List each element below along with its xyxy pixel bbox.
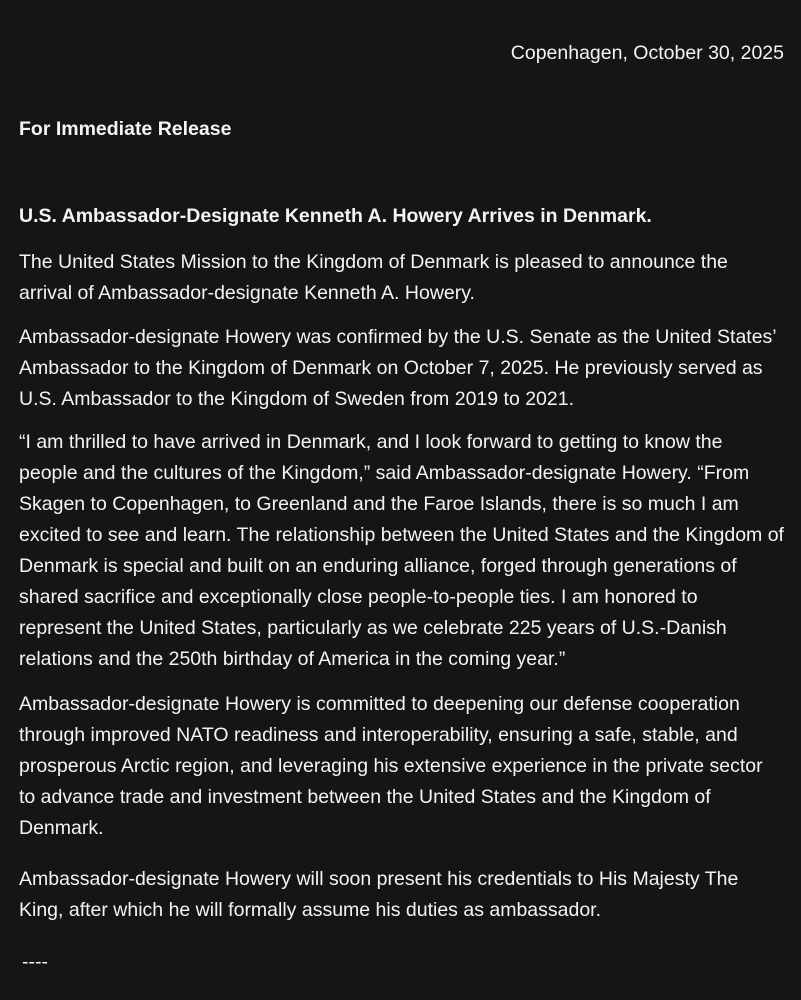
- paragraph-commitments: Ambassador-designate Howery is committed to deepening our defense cooperation through improved NATO readiness and interoperability, ensuring a safe, stable, and prosperous Arctic region, and leveraging his extensive experience in the private sector to advance trade and investment between the United States and the Kingdom of Denmark.: [19, 693, 763, 839]
- paragraph-credentials: Ambassador-designate Howery will soon present his credentials to His Majesty The King, after which he will formally assume his duties as ambassador.: [19, 868, 739, 921]
- paragraph-announcement: The United States Mission to the Kingdom of Denmark is pleased to announce the arrival of Ambassador-designate Kenneth A. Howery.: [19, 251, 728, 304]
- headline: U.S. Ambassador-Designate Kenneth A. Howery Arrives in Denmark.: [19, 205, 652, 227]
- separator: ----: [22, 951, 48, 973]
- release-label: For Immediate Release: [19, 118, 232, 140]
- paragraph-quote: “I am thrilled to have arrived in Denmark, and I look forward to getting to know the people and the cultures of the Kingdom,” said Ambassador-designate Howery. “From Skagen to Copenhagen, to Greenland and the Faroe Islands, there is so much I am excited to see and learn. The relationship between the United States and the Kingdom of Denmark is special and built on an enduring alliance, forged through generations of shared sacrifice and exceptionally close people-to-people ties. I am honored to represent the United States, particularly as we celebrate 225 years of U.S.-Danish relations and the 250th birthday of America in the coming year.”: [19, 431, 784, 670]
- paragraph-confirmation: Ambassador-designate Howery was confirmed by the U.S. Senate as the United States’ Ambassador to the Kingdom of Denmark on October 7, 2025. He previously served as U.S. Ambassador to the Kingdom of Sweden from 2019 to 2021.: [19, 326, 776, 410]
- dateline: Copenhagen, October 30, 2025: [510, 42, 784, 64]
